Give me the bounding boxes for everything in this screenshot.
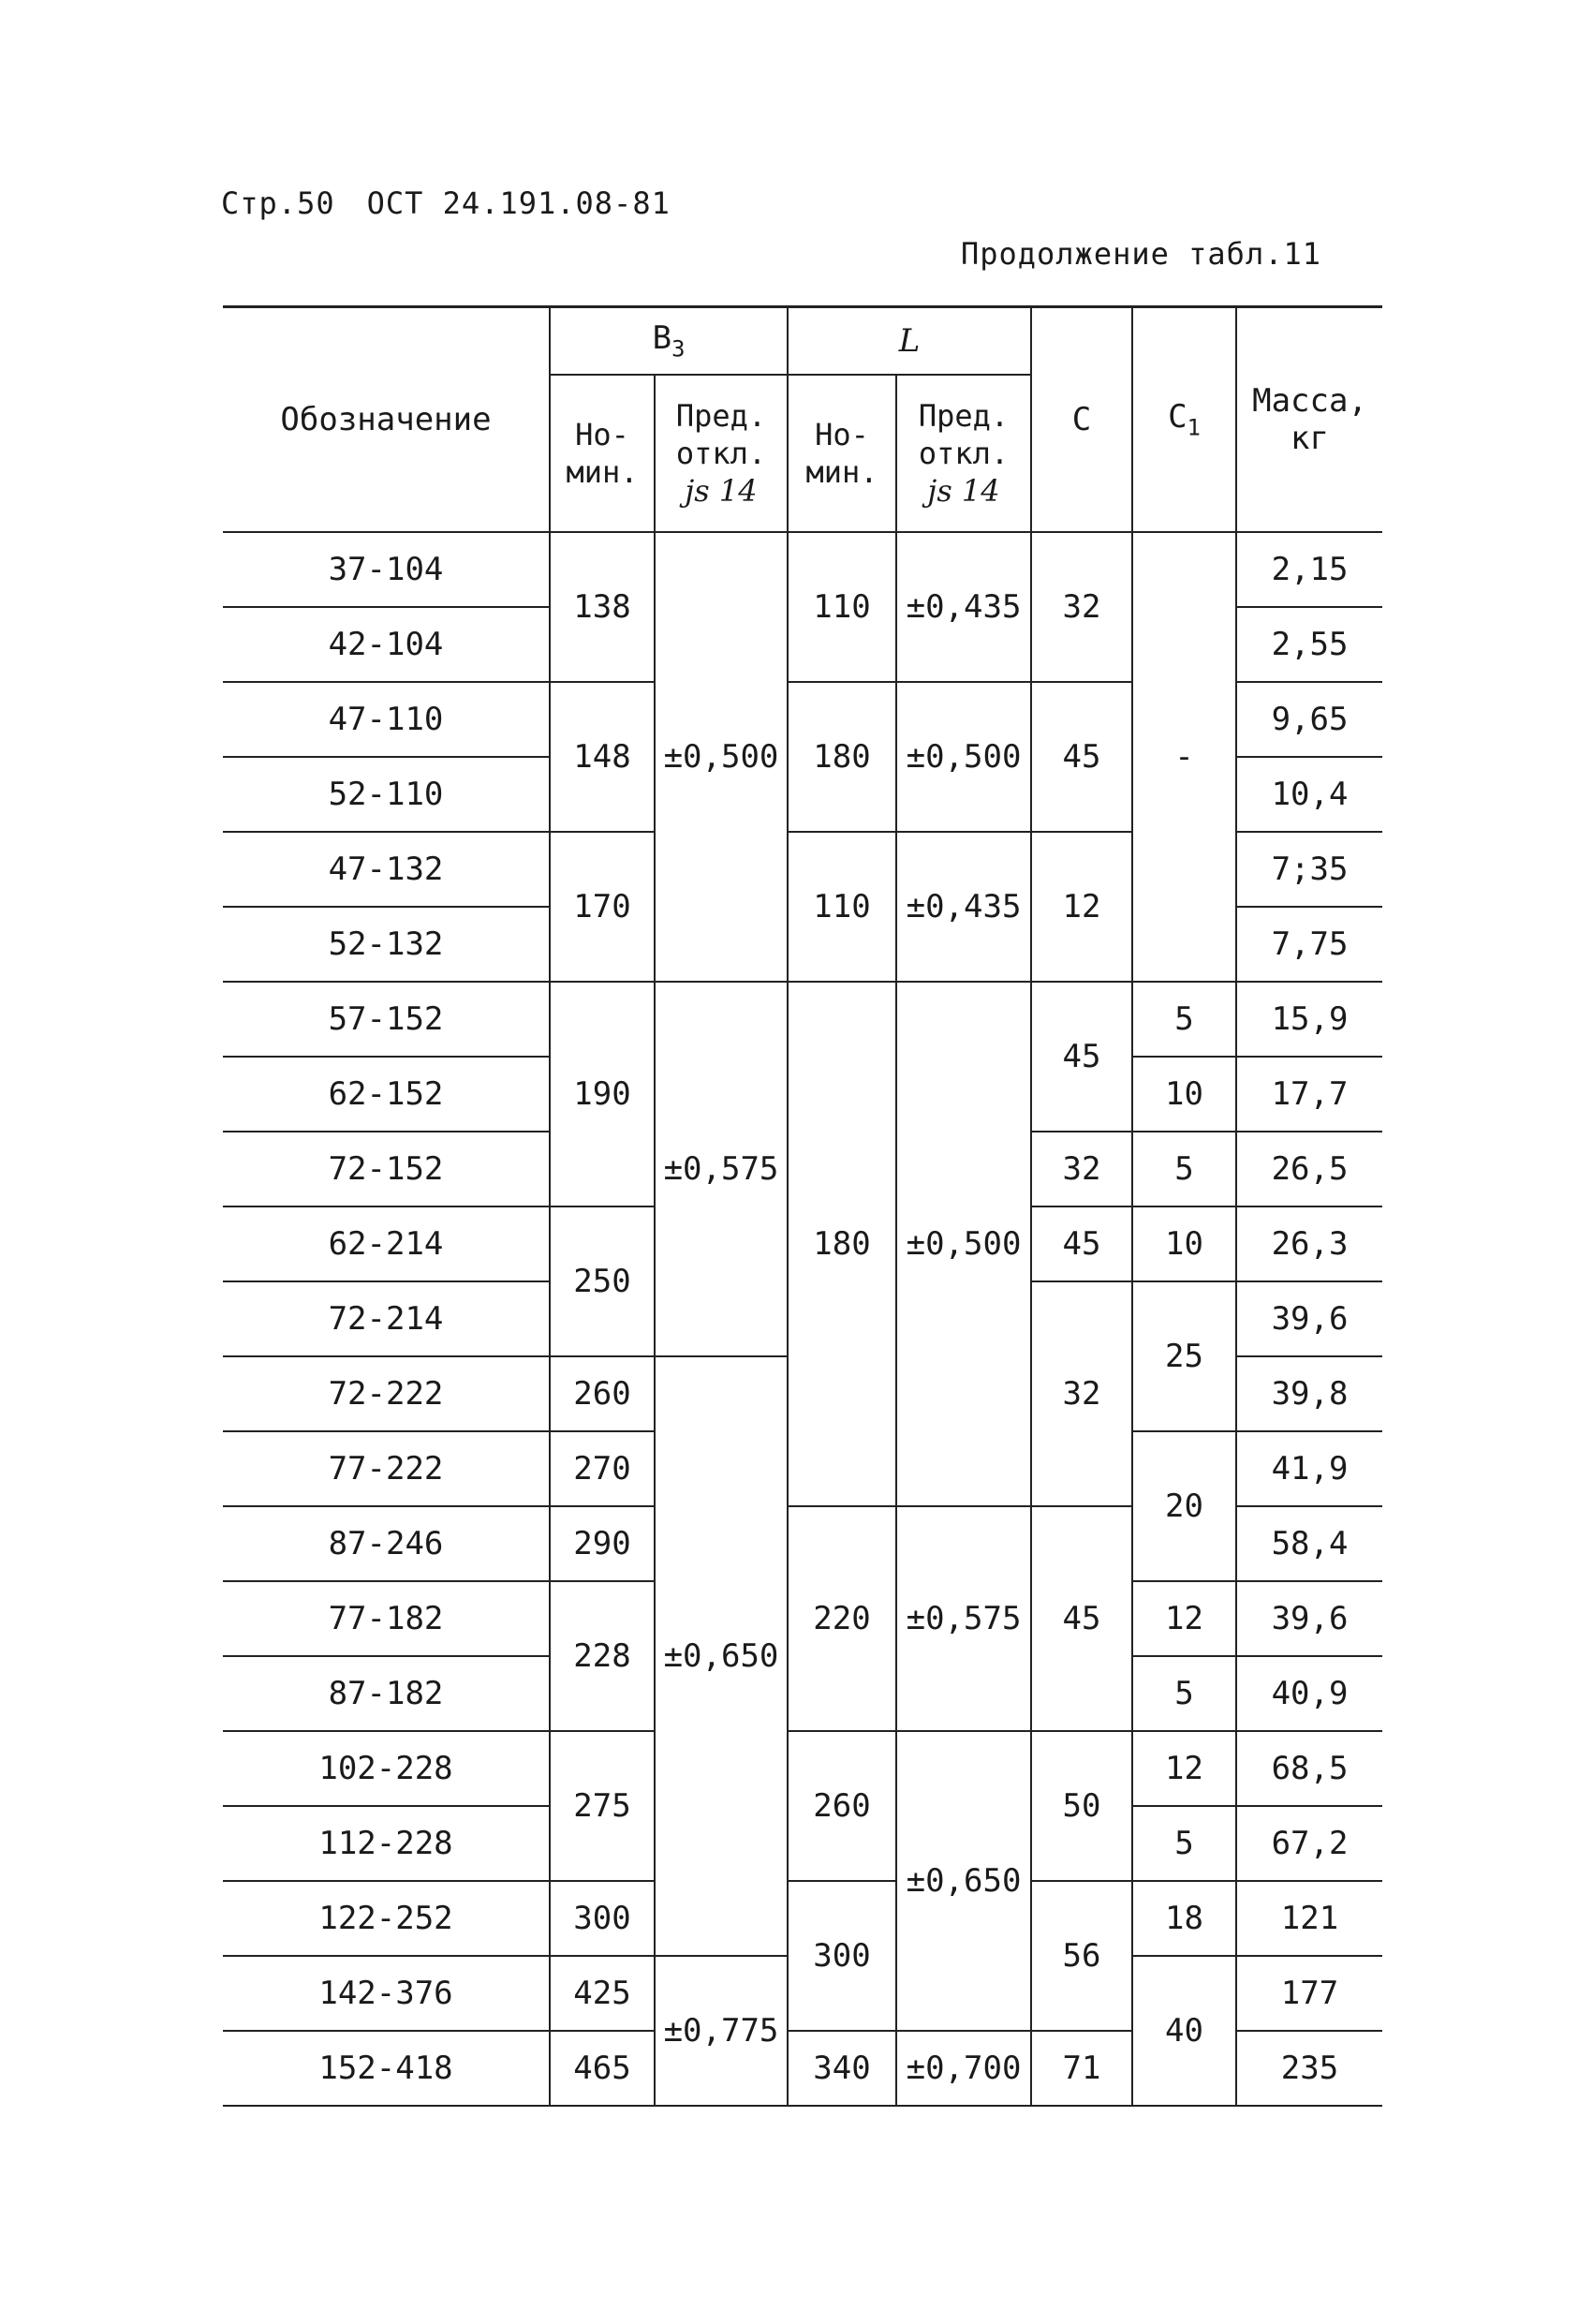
mass-cell: 2,55	[1236, 607, 1382, 682]
designation-cell: 112-228	[223, 1806, 550, 1881]
designation-cell: 47-110	[223, 682, 550, 757]
table-row	[223, 982, 1382, 1057]
b3-nominal-cell: 250	[550, 1206, 655, 1356]
l-tolerance-cell: ±0,435	[896, 532, 1031, 682]
header-mass: Масса, кг	[1236, 307, 1382, 533]
b3-nominal-cell: 270	[550, 1431, 655, 1506]
mass-cell: 39,6	[1236, 1581, 1382, 1656]
designation-cell: 62-152	[223, 1057, 550, 1132]
l-nominal-cell: 110	[788, 832, 896, 982]
mass-cell: 15,9	[1236, 982, 1382, 1057]
b3-nominal-cell: 260	[550, 1356, 655, 1431]
b3-tolerance-cell: ±0,650	[655, 1356, 788, 1956]
tolerance-line-3: js 14	[927, 473, 1000, 509]
l-nominal-cell: 180	[788, 682, 896, 832]
c-cell: 12	[1031, 832, 1132, 982]
designation-cell: 87-182	[223, 1656, 550, 1731]
l-nominal-cell: 180	[788, 982, 896, 1506]
l-tolerance-cell: ±0,575	[896, 1506, 1031, 1731]
tolerance-line-1: Пред.	[918, 398, 1010, 434]
b3-nominal-cell: 170	[550, 832, 655, 982]
mass-cell: 26,5	[1236, 1132, 1382, 1206]
designation-cell: 142-376	[223, 1956, 550, 2031]
standard-number: ОСТ 24.191.08-81	[366, 185, 671, 221]
mass-cell: 7;35	[1236, 832, 1382, 907]
header-c1-subscript: 1	[1187, 414, 1201, 441]
c1-cell: 25	[1132, 1281, 1236, 1431]
page-header	[221, 185, 702, 221]
designation-cell: 42-104	[223, 607, 550, 682]
c1-cell: 12	[1132, 1731, 1236, 1806]
header-b3-subscript: 3	[671, 335, 686, 363]
designation-cell: 52-110	[223, 757, 550, 832]
table-continuation-label: Продолжение табл.11	[960, 236, 1321, 272]
header-designation: Обозначение	[223, 307, 550, 533]
mass-cell: 41,9	[1236, 1431, 1382, 1506]
header-l: L	[788, 307, 1031, 376]
designation-cell: 152-418	[223, 2031, 550, 2106]
c-cell: 71	[1031, 2031, 1132, 2106]
l-tolerance-cell: ±0,650	[896, 1731, 1031, 2031]
l-tolerance-cell: ±0,500	[896, 682, 1031, 832]
designation-cell: 102-228	[223, 1731, 550, 1806]
mass-cell: 2,15	[1236, 532, 1382, 607]
header-c1	[1132, 307, 1236, 533]
c1-cell: 5	[1132, 1132, 1236, 1206]
page-number: Стр.50	[221, 185, 335, 221]
c1-cell: 20	[1132, 1431, 1236, 1581]
b3-nominal-cell: 228	[550, 1581, 655, 1731]
mass-cell: 40,9	[1236, 1656, 1382, 1731]
designation-cell: 72-222	[223, 1356, 550, 1431]
b3-tolerance-cell: ±0,775	[655, 1956, 788, 2106]
b3-nominal-cell: 275	[550, 1731, 655, 1881]
tolerance-line-2: откл.	[918, 436, 1010, 471]
l-tolerance-cell: ±0,500	[896, 982, 1031, 1506]
header-l-nominal: Но-мин.	[788, 375, 896, 532]
l-nominal-cell: 340	[788, 2031, 896, 2106]
header-b3-symbol: B	[652, 319, 672, 358]
b3-nominal-cell: 190	[550, 982, 655, 1206]
mass-cell: 9,65	[1236, 682, 1382, 757]
l-nominal-cell: 260	[788, 1731, 896, 1881]
designation-cell: 62-214	[223, 1206, 550, 1281]
table-row	[223, 532, 1382, 607]
l-nominal-cell: 220	[788, 1506, 896, 1731]
c-cell: 32	[1031, 1132, 1132, 1206]
designation-cell: 72-152	[223, 1132, 550, 1206]
header-c: C	[1031, 307, 1132, 533]
b3-nominal-cell: 300	[550, 1881, 655, 1956]
header-l-tolerance	[896, 375, 1031, 532]
mass-cell: 121	[1236, 1881, 1382, 1956]
header-b3-tolerance	[655, 375, 788, 532]
c-cell: 32	[1031, 532, 1132, 682]
c-cell: 45	[1031, 1506, 1132, 1731]
designation-cell: 72-214	[223, 1281, 550, 1356]
table-row	[223, 1881, 1382, 1956]
mass-cell: 39,6	[1236, 1281, 1382, 1356]
c1-cell: 10	[1132, 1206, 1236, 1281]
l-tolerance-cell: ±0,435	[896, 832, 1031, 982]
c-cell: 45	[1031, 682, 1132, 832]
header-c1-symbol: C	[1168, 398, 1187, 437]
b3-nominal-cell: 465	[550, 2031, 655, 2106]
designation-cell: 77-182	[223, 1581, 550, 1656]
mass-cell: 26,3	[1236, 1206, 1382, 1281]
b3-tolerance-cell: ±0,575	[655, 982, 788, 1356]
mass-cell: 39,8	[1236, 1356, 1382, 1431]
l-nominal-cell: 110	[788, 532, 896, 682]
mass-cell: 235	[1236, 2031, 1382, 2106]
designation-cell: 77-222	[223, 1431, 550, 1506]
tolerance-line-1: Пред.	[675, 398, 767, 434]
mass-cell: 67,2	[1236, 1806, 1382, 1881]
b3-tolerance-cell: ±0,500	[655, 532, 788, 982]
l-tolerance-cell: ±0,700	[896, 2031, 1031, 2106]
mass-cell: 177	[1236, 1956, 1382, 2031]
b3-nominal-cell: 425	[550, 1956, 655, 2031]
c1-cell: -	[1132, 532, 1236, 982]
c-cell: 32	[1031, 1281, 1132, 1506]
l-nominal-cell: 300	[788, 1881, 896, 2031]
mass-cell: 58,4	[1236, 1506, 1382, 1581]
tolerance-line-2: откл.	[675, 436, 767, 471]
designation-cell: 57-152	[223, 982, 550, 1057]
c1-cell: 5	[1132, 1656, 1236, 1731]
c1-cell: 10	[1132, 1057, 1236, 1132]
c-cell: 45	[1031, 1206, 1132, 1281]
c1-cell: 5	[1132, 1806, 1236, 1881]
c1-cell: 18	[1132, 1881, 1236, 1956]
c-cell: 50	[1031, 1731, 1132, 1881]
designation-cell: 52-132	[223, 907, 550, 982]
mass-cell: 10,4	[1236, 757, 1382, 832]
b3-nominal-cell: 290	[550, 1506, 655, 1581]
mass-cell: 7,75	[1236, 907, 1382, 982]
header-b3-nominal: Но-мин.	[550, 375, 655, 532]
dimensions-table	[223, 305, 1382, 2107]
c-cell: 45	[1031, 982, 1132, 1132]
c-cell: 56	[1031, 1881, 1132, 2031]
mass-cell: 17,7	[1236, 1057, 1382, 1132]
b3-nominal-cell: 148	[550, 682, 655, 832]
b3-nominal-cell: 138	[550, 532, 655, 682]
designation-cell: 47-132	[223, 832, 550, 907]
designation-cell: 87-246	[223, 1506, 550, 1581]
c1-cell: 12	[1132, 1581, 1236, 1656]
header-b3	[550, 307, 788, 376]
designation-cell: 37-104	[223, 532, 550, 607]
c1-cell: 40	[1132, 1956, 1236, 2106]
tolerance-line-3: js 14	[685, 473, 758, 509]
mass-cell: 68,5	[1236, 1731, 1382, 1806]
designation-cell: 122-252	[223, 1881, 550, 1956]
table-row	[223, 1731, 1382, 1806]
c1-cell: 5	[1132, 982, 1236, 1057]
